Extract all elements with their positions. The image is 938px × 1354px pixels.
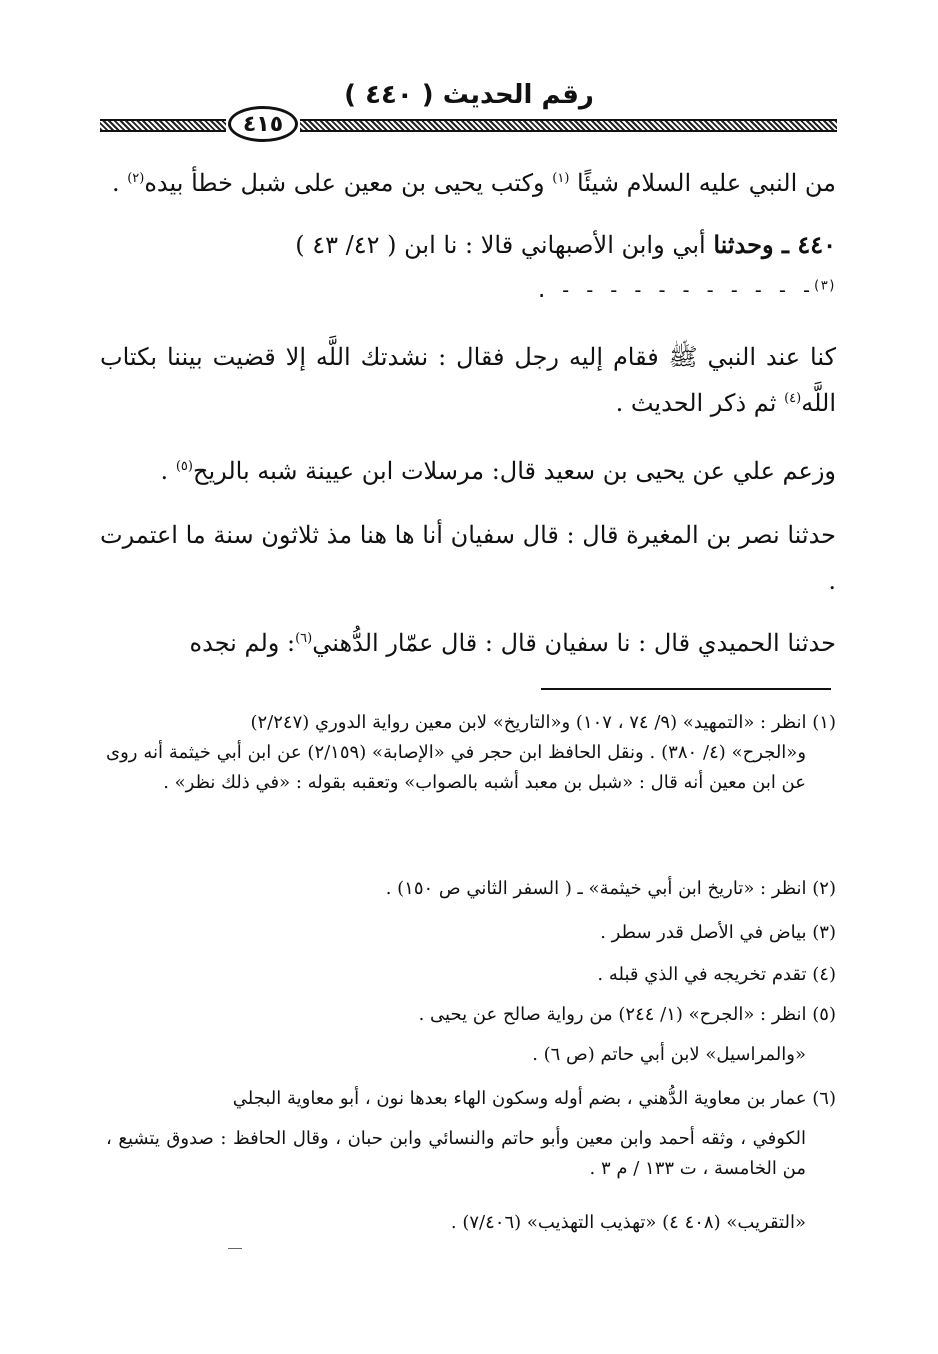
- hadith-number: ٤٤٠: [797, 230, 836, 259]
- header-ornament-right: [300, 119, 837, 132]
- footnote-5: (٥) انظر : «الجرح» (١/ ٢٤٤) من رواية صالح عن يحيى .: [418, 1004, 836, 1025]
- page-bottom-mark: [228, 1248, 242, 1249]
- page-header-title: رقم الحديث ( ٤٤٠ ): [344, 80, 594, 110]
- paragraph-4: [100, 448, 836, 494]
- hadith-440-line: [100, 222, 836, 268]
- blank-gap-line: [100, 278, 836, 308]
- paragraph-1: [100, 160, 836, 206]
- header-ornament-left: [100, 119, 226, 132]
- page-number: ٤١٥: [242, 111, 284, 137]
- footnote-1-continuation: و«الجرح» (٤/ ٣٨٠) . ونقل الحافظ ابن حجر في «الإصابة» (٢/١٥٩) عن ابن أبي خيثمة أنه روى عن ابن معين أنه قال : «شبل بن معبد أشبه بالصواب» وتعقبه بقوله : «في ذلك نظر» .: [106, 742, 807, 793]
- hadith-dash: ـ: [773, 230, 798, 259]
- footnote-4: (٤) تقدم تخريجه في الذي قبله .: [597, 964, 836, 985]
- footnote-6-reference: «التقريب» (٤٠٨ ٤) «تهذيب التهذيب» (٧/٤٠٦) .: [450, 1212, 806, 1233]
- footnote-ref-4: (٤): [784, 391, 802, 406]
- footnote-3: (٣) بياض في الأصل قدر سطر .: [600, 922, 836, 943]
- hadith-intro-word: وحدثنا: [713, 230, 774, 259]
- paragraph-3-text: كنا عند النبي ﷺ فقام إليه رجل فقال : نشدتك اللَّه إلا قضيت بيننا بكتاب اللَّه: [100, 343, 836, 417]
- footnote-ref-2: (٢): [127, 171, 145, 186]
- footnote-ref-1: (١): [552, 171, 570, 186]
- paragraph-4-end: .: [160, 457, 176, 485]
- footnote-5-continuation: «والمراسيل» لابن أبي حاتم (ص ٦) .: [532, 1044, 806, 1065]
- footnote-ref-3: (٣): [812, 278, 836, 294]
- footnote-1: (١) انظر : «التمهيد» (٩/ ٧٤ ، ١٠٧) و«التاريخ» لابن معين رواية الدوري (٢/٢٤٧): [250, 712, 836, 733]
- footnote-6: (٦) عمار بن معاوية الدُّهني ، بضم أوله وسكون الهاء بعدها نون ، أبو معاوية البجلي: [232, 1088, 836, 1109]
- footnote-ref-6: (٦): [295, 631, 313, 646]
- footnote-ref-5: (٥): [175, 459, 193, 474]
- footnote-6-continuation: الكوفي ، وثقه أحمد وابن معين وأبو حاتم والنسائي وابن حبان ، وقال الحافظ : صدوق يتشيع ، من الخامسة ، ت ١٣٣ / م ٣ .: [106, 1128, 806, 1179]
- paragraph-5: [100, 512, 836, 604]
- paragraph-1-mid: وكتب يحيى بن معين على شبل خطأ بيده: [144, 169, 553, 197]
- blank-gap-dashes: - - - - - - - - - - - .: [535, 278, 813, 302]
- paragraph-3-end: ثم ذكر الحديث .: [615, 389, 785, 417]
- paragraph-5-text: حدثنا نصر بن المغيرة قال : قال سفيان أنا ها هنا مذ ثلاثون سنة ما اعتمرت .: [100, 521, 837, 595]
- paragraph-6-end: : ولم نجده: [189, 629, 296, 657]
- paragraph-6-text: حدثنا الحميدي قال : نا سفيان قال : قال عمّار الدُّهني: [312, 629, 836, 657]
- footnote-2: (٢) انظر : «تاريخ ابن أبي خيثمة» ـ ( السفر الثاني ص ١٥٠) .: [385, 878, 836, 899]
- paragraph-4-text: وزعم علي عن يحيى بن سعيد قال: مرسلات ابن عيينة شبه بالريح: [192, 457, 836, 485]
- paragraph-1-text: من النبي عليه السلام شيئًا: [577, 169, 836, 197]
- paragraph-1-end: .: [111, 169, 128, 197]
- footnote-divider: [541, 688, 831, 690]
- page-number-badge: [228, 106, 298, 142]
- hadith-isnad-text: أبي وابن الأصبهاني قالا : نا ابن ( ٤٢/ ٤٣ ): [295, 231, 714, 259]
- paragraph-6: [100, 620, 836, 666]
- paragraph-3: [100, 334, 836, 426]
